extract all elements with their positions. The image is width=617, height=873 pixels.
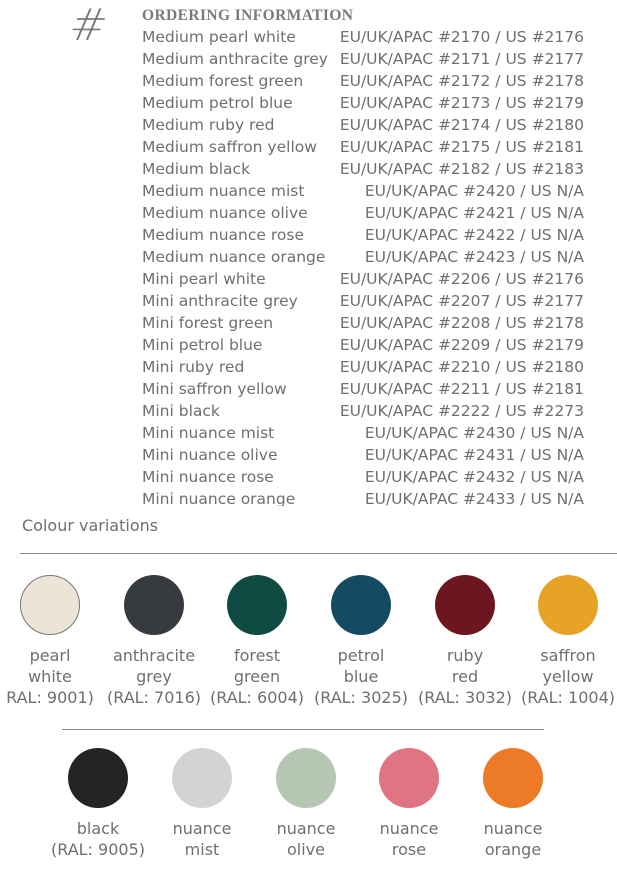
swatch-ral: (RAL: 3025): [313, 688, 408, 707]
order-row: [142, 246, 612, 268]
divider: [20, 553, 617, 554]
color-swatch: [20, 575, 80, 635]
product-name: Medium forest green: [142, 72, 304, 90]
order-row: [142, 378, 612, 400]
order-row: [142, 180, 612, 202]
swatch-label: petrol: [337, 646, 385, 665]
order-row: [142, 92, 612, 114]
swatch-ral: (RAL: 1004): [520, 688, 615, 707]
product-code: EU/UK/APAC #2174 / US #2180: [339, 116, 584, 134]
order-row: [142, 70, 612, 92]
swatch-label: white: [28, 667, 72, 686]
product-code: EU/UK/APAC #2420 / US N/A: [364, 182, 584, 200]
swatch-label: nuance: [483, 819, 543, 838]
swatch-label: ruby: [446, 646, 484, 665]
swatch-petrol-blue: [301, 575, 421, 708]
ordering-title: ORDERING INFORMATION: [142, 7, 354, 24]
order-row: [142, 224, 612, 246]
order-row: [142, 488, 612, 506]
product-name: Mini forest green: [142, 314, 274, 332]
product-code: EU/UK/APAC #2173 / US #2179: [339, 94, 584, 112]
product-name: Mini nuance orange: [142, 490, 296, 506]
order-row: [142, 444, 612, 466]
swatch-nuance-mist: [142, 748, 262, 860]
color-swatch: [172, 748, 232, 808]
order-row: [142, 400, 612, 422]
colour-variations-title: Colour variations: [22, 516, 159, 535]
swatch-label: mist: [184, 840, 220, 859]
product-name: Medium pearl white: [142, 28, 296, 46]
hash-symbol: #: [65, 0, 112, 51]
swatch-ral: (RAL: 9005): [50, 840, 145, 859]
swatch-forest-green: [197, 575, 317, 708]
order-row: [142, 312, 612, 334]
product-code: EU/UK/APAC #2171 / US #2177: [339, 50, 584, 68]
product-code: EU/UK/APAC #2430 / US N/A: [364, 424, 584, 442]
product-code: EU/UK/APAC #2207 / US #2177: [339, 292, 584, 310]
order-row: [142, 202, 612, 224]
product-name: Medium nuance orange: [142, 248, 326, 266]
swatch-label: saffron: [540, 646, 596, 665]
order-row: [142, 356, 612, 378]
product-code: EU/UK/APAC #2170 / US #2176: [339, 28, 584, 46]
product-name: Mini saffron yellow: [142, 380, 287, 398]
color-swatch: [379, 748, 439, 808]
product-code: EU/UK/APAC #2211 / US #2181: [339, 380, 584, 398]
swatch-saffron-yellow: [508, 575, 617, 708]
ordering-information: [142, 6, 612, 506]
product-code: EU/UK/APAC #2433 / US N/A: [364, 490, 584, 506]
color-swatch: [124, 575, 184, 635]
product-name: Medium nuance rose: [142, 226, 304, 244]
color-swatch: [276, 748, 336, 808]
swatch-label: nuance: [379, 819, 439, 838]
swatch-label: red: [451, 667, 479, 686]
divider: [62, 729, 544, 730]
product-code: EU/UK/APAC #2423 / US N/A: [364, 248, 584, 266]
order-row: [142, 48, 612, 70]
product-name: Mini nuance olive: [142, 446, 278, 464]
swatch-label: green: [233, 667, 281, 686]
color-swatch: [227, 575, 287, 635]
product-name: Medium nuance olive: [142, 204, 308, 222]
swatch-label: nuance: [276, 819, 336, 838]
swatch-label: rose: [391, 840, 427, 859]
swatch-black: [38, 748, 158, 860]
order-row: [142, 268, 612, 290]
swatch-nuance-orange: [453, 748, 573, 860]
order-row: [142, 158, 612, 180]
product-name: Mini black: [142, 402, 220, 420]
product-name: Mini petrol blue: [142, 336, 263, 354]
ordering-list: [142, 26, 612, 506]
color-swatch: [68, 748, 128, 808]
product-code: EU/UK/APAC #2208 / US #2178: [339, 314, 584, 332]
swatch-label: yellow: [542, 667, 594, 686]
product-name: Medium ruby red: [142, 116, 275, 134]
swatch-label: nuance: [172, 819, 232, 838]
product-code: EU/UK/APAC #2182 / US #2183: [339, 160, 584, 178]
swatch-nuance-olive: [246, 748, 366, 860]
product-name: Mini anthracite grey: [142, 292, 298, 310]
product-name: Medium black: [142, 160, 251, 178]
order-row: [142, 26, 612, 48]
swatch-label: blue: [343, 667, 379, 686]
color-swatch: [538, 575, 598, 635]
product-name: Medium anthracite grey: [142, 50, 328, 68]
swatch-anthracite-grey: [94, 575, 214, 708]
swatch-ral: (RAL: 6004): [209, 688, 304, 707]
color-swatch: [435, 575, 495, 635]
product-code: EU/UK/APAC #2209 / US #2179: [339, 336, 584, 354]
color-swatch: [331, 575, 391, 635]
color-swatch: [483, 748, 543, 808]
product-code: EU/UK/APAC #2432 / US N/A: [364, 468, 584, 486]
product-code: EU/UK/APAC #2431 / US N/A: [364, 446, 584, 464]
product-code: EU/UK/APAC #2175 / US #2181: [339, 138, 584, 156]
product-code: EU/UK/APAC #2210 / US #2180: [339, 358, 584, 376]
product-code: EU/UK/APAC #2222 / US #2273: [339, 402, 584, 420]
product-code: EU/UK/APAC #2206 / US #2176: [339, 270, 584, 288]
swatch-label: forest: [233, 646, 281, 665]
swatch-ruby-red: [405, 575, 525, 708]
product-code: EU/UK/APAC #2421 / US N/A: [364, 204, 584, 222]
swatch-nuance-rose: [349, 748, 469, 860]
swatch-ral: (RAL: 3032): [417, 688, 512, 707]
swatch-label: anthracite: [112, 646, 196, 665]
product-code: EU/UK/APAC #2422 / US N/A: [364, 226, 584, 244]
order-row: [142, 136, 612, 158]
product-name: Mini pearl white: [142, 270, 266, 288]
product-code: EU/UK/APAC #2172 / US #2178: [339, 72, 584, 90]
order-row: [142, 334, 612, 356]
product-name: Mini nuance rose: [142, 468, 274, 486]
order-row: [142, 466, 612, 488]
swatch-label: olive: [287, 840, 325, 859]
swatch-label: grey: [136, 667, 172, 686]
product-name: Medium nuance mist: [142, 182, 305, 200]
product-name: Medium saffron yellow: [142, 138, 317, 156]
swatch-label: black: [76, 819, 120, 838]
swatch-ral: RAL: 9001): [6, 688, 94, 707]
product-name: Mini ruby red: [142, 358, 245, 376]
order-row: [142, 114, 612, 136]
product-name: Medium petrol blue: [142, 94, 293, 112]
swatch-ral: (RAL: 7016): [106, 688, 201, 707]
order-row: [142, 290, 612, 312]
product-name: Mini nuance mist: [142, 424, 275, 442]
swatch-label: pearl: [29, 646, 71, 665]
swatch-label: orange: [484, 840, 542, 859]
order-row: [142, 422, 612, 444]
